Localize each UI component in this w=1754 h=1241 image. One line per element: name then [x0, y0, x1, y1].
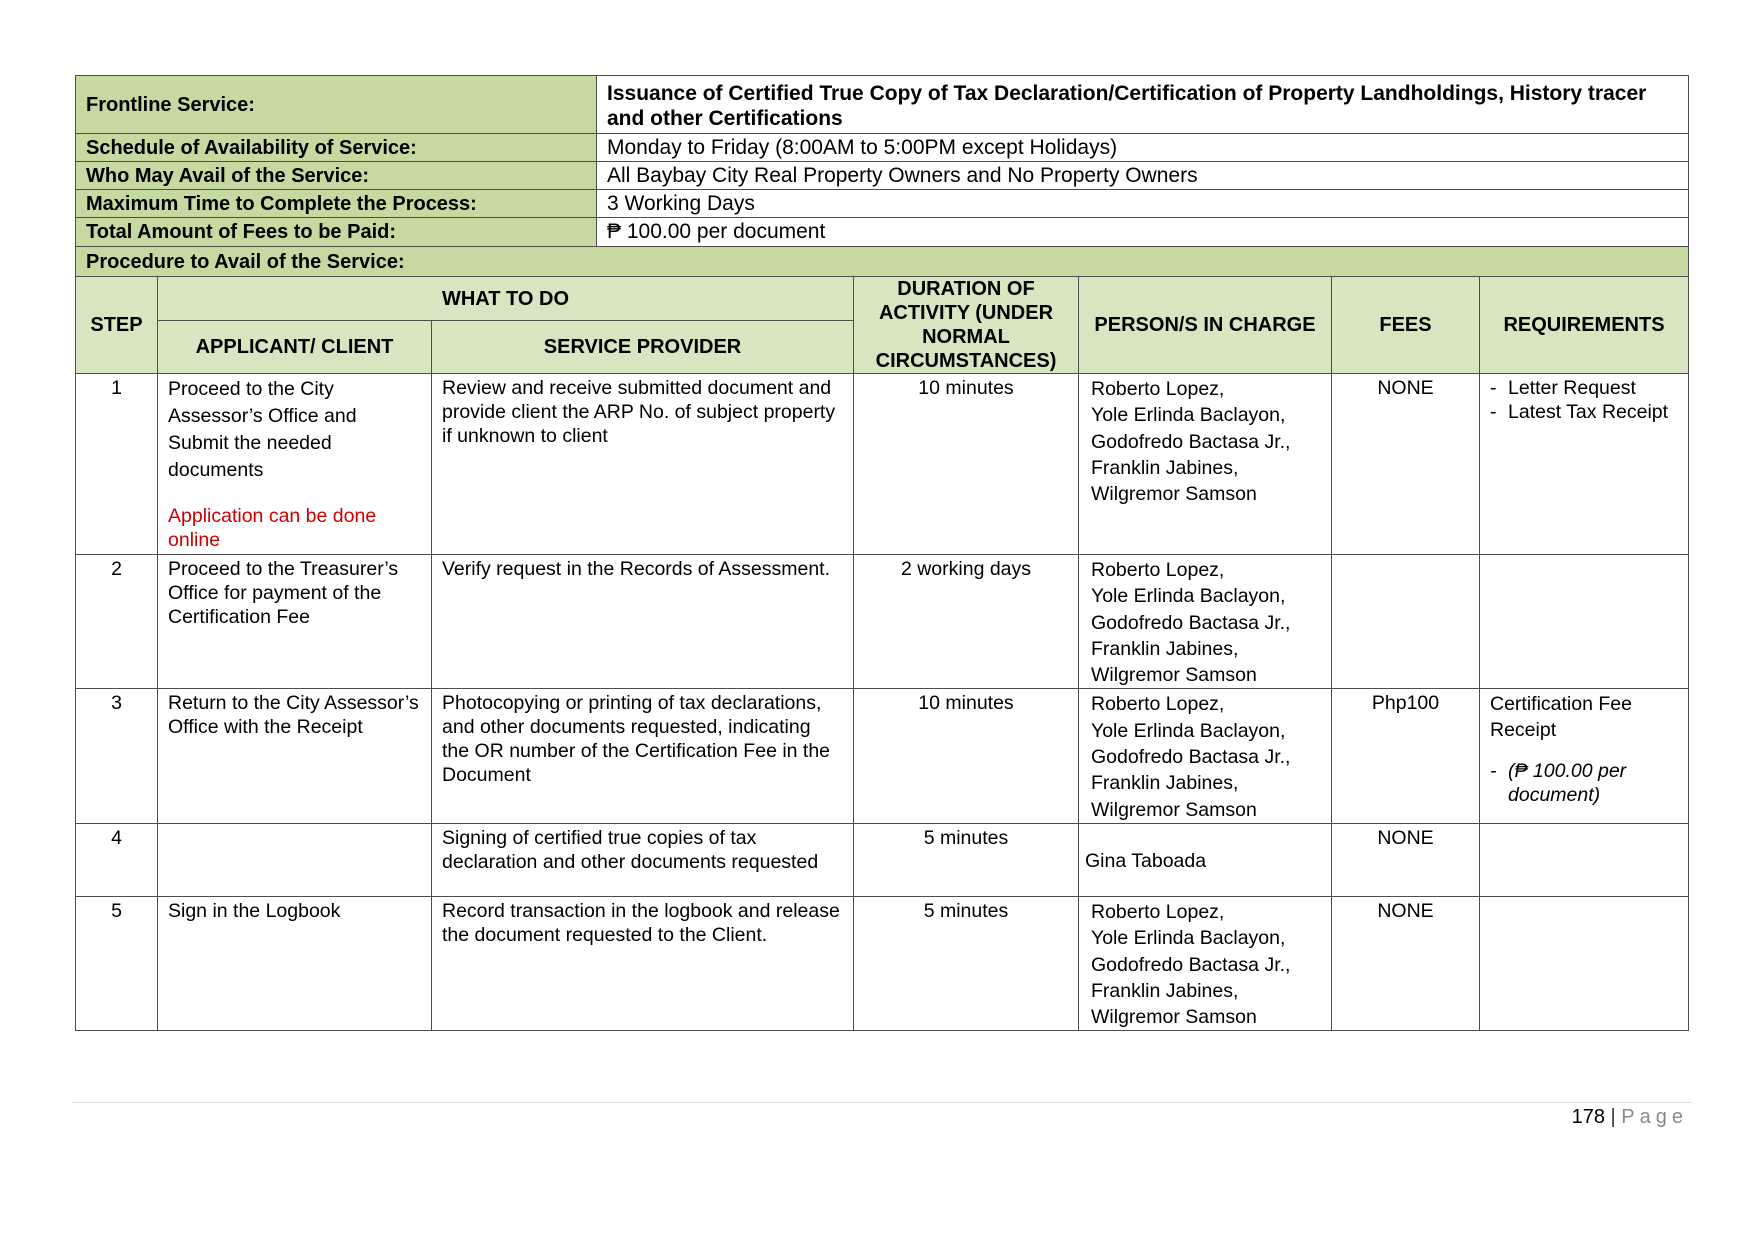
fee: NONE — [1332, 896, 1480, 1030]
person-name: Roberto Lopez, — [1091, 559, 1225, 581]
step-number: 1 — [76, 374, 158, 555]
person-name: Yole Erlinda Baclayon, — [1091, 404, 1286, 427]
person-name: Yole Erlinda Baclayon, — [1091, 927, 1286, 950]
procedure-label: Procedure to Avail of the Service: — [76, 247, 1689, 277]
requirements — [1480, 823, 1689, 896]
table-row — [76, 555, 1689, 689]
provider-action: Signing of certified true copies of tax declaration and other documents requested — [432, 823, 854, 896]
step-header: STEP — [76, 277, 158, 374]
person-name: Franklin Jabines, — [1091, 637, 1239, 660]
person-name: Roberto Lopez, — [1091, 378, 1225, 400]
service-document — [75, 75, 1688, 1031]
persons-in-charge — [1079, 689, 1332, 823]
column-header-row — [76, 277, 1689, 321]
step-number: 2 — [76, 555, 158, 689]
frontline-label: Frontline Service: — [76, 76, 597, 134]
duration: 5 minutes — [854, 823, 1079, 896]
requirements — [1480, 689, 1689, 823]
requirement-text: Certification Fee Receipt — [1490, 693, 1632, 742]
who-label: Who May Avail of the Service: — [76, 162, 597, 190]
persons-in-charge — [1079, 555, 1332, 689]
fee: NONE — [1332, 374, 1480, 555]
fee: NONE — [1332, 823, 1480, 896]
persons-in-charge — [1079, 896, 1332, 1030]
frontline-value: Issuance of Certified True Copy of Tax Declaration/Certification of Property Landholdings, History tracer and other Certifications — [597, 76, 1689, 134]
person-name: Wilgremor Samson — [1091, 664, 1257, 687]
person-name: Franklin Jabines, — [1091, 979, 1239, 1002]
persons-in-charge — [1079, 374, 1332, 555]
frontline-row — [76, 76, 1689, 134]
schedule-row — [76, 134, 1689, 162]
online-note: Application can be done online — [168, 505, 377, 551]
requirements — [1480, 896, 1689, 1030]
footer-divider — [72, 1102, 1692, 1103]
what-to-do-header: WHAT TO DO — [158, 277, 854, 321]
applicant-action — [158, 823, 432, 896]
persons-in-charge — [1079, 823, 1332, 896]
step-number: 3 — [76, 689, 158, 823]
max-time-label: Maximum Time to Complete the Process: — [76, 190, 597, 218]
provider-header: SERVICE PROVIDER — [432, 321, 854, 374]
fees-value: ₱ 100.00 per document — [597, 218, 1689, 247]
provider-action: Verify request in the Records of Assessment. — [432, 555, 854, 689]
applicant-text: Proceed to the City Assessor’s Office and Submit the needed documents — [168, 378, 357, 481]
person-name: Franklin Jabines, — [1091, 456, 1239, 479]
requirements — [1480, 555, 1689, 689]
applicant-action: Return to the City Assessor’s Office with the Receipt — [158, 689, 432, 823]
applicant-header: APPLICANT/ CLIENT — [158, 321, 432, 374]
page-number: 178 — [1571, 1106, 1605, 1128]
person-name: Wilgremor Samson — [1091, 483, 1257, 506]
schedule-value: Monday to Friday (8:00AM to 5:00PM except Holidays) — [597, 134, 1689, 162]
person-name: Roberto Lopez, — [1091, 693, 1225, 716]
page-word: Page — [1621, 1106, 1688, 1128]
duration: 2 working days — [854, 555, 1079, 689]
step-number: 4 — [76, 823, 158, 896]
applicant-action: Sign in the Logbook — [158, 896, 432, 1030]
table-row — [76, 823, 1689, 896]
person-name: Wilgremor Samson — [1091, 1006, 1257, 1029]
duration: 10 minutes — [854, 689, 1079, 823]
schedule-label: Schedule of Availability of Service: — [76, 134, 597, 162]
fee — [1332, 555, 1480, 689]
page-footer — [1572, 1106, 1688, 1129]
fees-label: Total Amount of Fees to be Paid: — [76, 218, 597, 247]
person-name: Yole Erlinda Baclayon, — [1091, 585, 1286, 608]
provider-action: Review and receive submitted document and provide client the ARP No. of subject property if unknown to client — [432, 374, 854, 555]
person-name: Gina Taboada — [1085, 849, 1207, 872]
fee: Php100 — [1332, 689, 1480, 823]
requirement-item: - Latest Tax Receipt — [1490, 400, 1678, 424]
procedure-row — [76, 247, 1689, 277]
requirement-note: - (₱ 100.00 per document) — [1490, 759, 1678, 807]
person-name: Godofredo Bactasa Jr., — [1091, 430, 1291, 453]
who-value: All Baybay City Real Property Owners and No Property Owners — [597, 162, 1689, 190]
person-name: Wilgremor Samson — [1091, 798, 1257, 821]
requirement-item: - Letter Request — [1490, 376, 1678, 400]
requirements — [1480, 374, 1689, 555]
person-name: Godofredo Bactasa Jr., — [1091, 746, 1291, 769]
fees-header: FEES — [1332, 277, 1480, 374]
person-header: PERSON/S IN CHARGE — [1079, 277, 1332, 374]
page-separator: | — [1610, 1106, 1616, 1128]
person-name: Godofredo Bactasa Jr., — [1091, 953, 1291, 976]
service-info-table — [75, 75, 1689, 277]
table-row — [76, 896, 1689, 1030]
provider-action: Record transaction in the logbook and release the document requested to the Client. — [432, 896, 854, 1030]
table-row — [76, 689, 1689, 823]
who-row — [76, 162, 1689, 190]
person-name: Roberto Lopez, — [1091, 900, 1225, 923]
step-number: 5 — [76, 896, 158, 1030]
duration-header: DURATION OF ACTIVITY (UNDER NORMAL CIRCUMSTANCES) — [854, 277, 1079, 374]
provider-action: Photocopying or printing of tax declarations, and other documents requested, indicating the OR number of the Certification Fee in the Document — [432, 689, 854, 823]
requirements-header: REQUIREMENTS — [1480, 277, 1689, 374]
applicant-action — [158, 374, 432, 555]
person-name: Yole Erlinda Baclayon, — [1091, 719, 1286, 742]
person-name: Godofredo Bactasa Jr., — [1091, 611, 1291, 634]
person-name: Franklin Jabines, — [1091, 772, 1239, 795]
max-time-row — [76, 190, 1689, 218]
max-time-value: 3 Working Days — [597, 190, 1689, 218]
table-row — [76, 374, 1689, 555]
duration: 10 minutes — [854, 374, 1079, 555]
fees-row — [76, 218, 1689, 247]
procedure-table — [75, 276, 1689, 1031]
duration: 5 minutes — [854, 896, 1079, 1030]
applicant-action: Proceed to the Treasurer’s Office for payment of the Certification Fee — [158, 555, 432, 689]
